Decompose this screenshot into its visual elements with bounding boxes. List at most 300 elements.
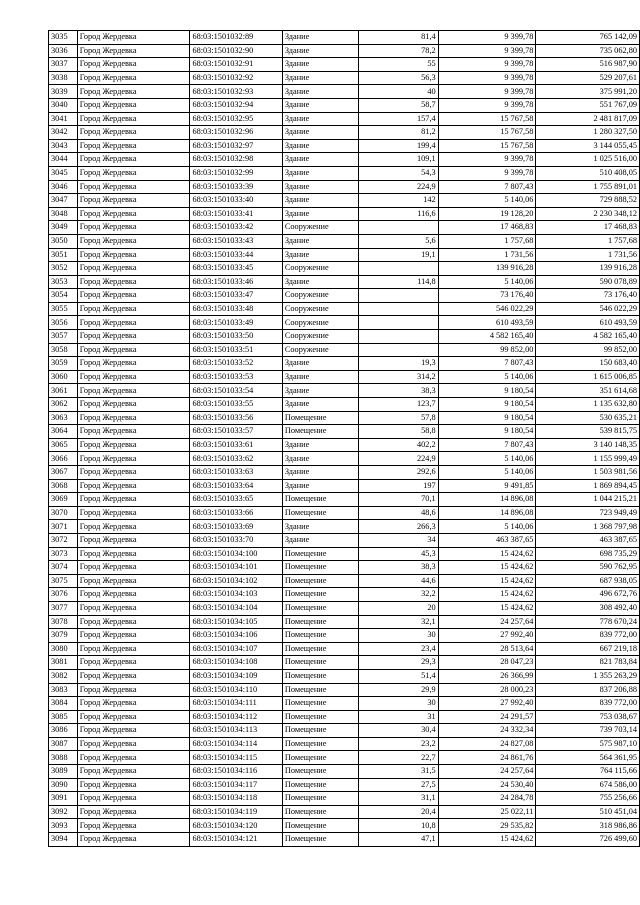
- cadastral-number-cell: 68:03:1501034:113: [190, 724, 282, 738]
- object-type-cell: Помещение: [282, 669, 358, 683]
- area-cell: 19,1: [359, 248, 439, 262]
- table-row: [49, 615, 640, 629]
- table-row: [49, 452, 640, 466]
- cadastral-value-cell: 99 852,00: [536, 343, 640, 357]
- object-type-cell: Здание: [282, 533, 358, 547]
- locality-cell: Город Жердевка: [77, 601, 190, 615]
- cadastral-value-cell: 1 755 891,01: [536, 180, 640, 194]
- unit-value-cell: 28 513,64: [438, 642, 536, 656]
- cadastral-value-cell: 1 280 327,50: [536, 126, 640, 140]
- locality-cell: Город Жердевка: [77, 615, 190, 629]
- cadastral-number-cell: 68:03:1501033:48: [190, 302, 282, 316]
- unit-value-cell: 139 916,28: [438, 262, 536, 276]
- locality-cell: Город Жердевка: [77, 357, 190, 371]
- cadastral-number-cell: 68:03:1501034:116: [190, 765, 282, 779]
- cadastral-number-cell: 68:03:1501034:105: [190, 615, 282, 629]
- cadastral-number-cell: 68:03:1501034:114: [190, 737, 282, 751]
- table-row: [49, 139, 640, 153]
- row-number-cell: 3070: [49, 506, 78, 520]
- table-row: [49, 289, 640, 303]
- row-number-cell: 3076: [49, 588, 78, 602]
- cadastral-number-cell: 68:03:1501032:97: [190, 139, 282, 153]
- cadastral-number-cell: 68:03:1501033:52: [190, 357, 282, 371]
- row-number-cell: 3050: [49, 234, 78, 248]
- cadastral-number-cell: 68:03:1501033:57: [190, 425, 282, 439]
- table-row: [49, 533, 640, 547]
- object-type-cell: Помещение: [282, 411, 358, 425]
- area-cell: 27,5: [359, 778, 439, 792]
- unit-value-cell: 9 180,54: [438, 398, 536, 412]
- row-number-cell: 3042: [49, 126, 78, 140]
- unit-value-cell: 1 757,68: [438, 234, 536, 248]
- locality-cell: Город Жердевка: [77, 561, 190, 575]
- object-type-cell: Сооружение: [282, 289, 358, 303]
- row-number-cell: 3053: [49, 275, 78, 289]
- unit-value-cell: 7 807,43: [438, 357, 536, 371]
- area-cell: 56,3: [359, 71, 439, 85]
- cadastral-value-cell: 539 815,75: [536, 425, 640, 439]
- cadastral-value-cell: 839 772,00: [536, 697, 640, 711]
- row-number-cell: 3043: [49, 139, 78, 153]
- unit-value-cell: 9 180,54: [438, 384, 536, 398]
- table-row: [49, 425, 640, 439]
- row-number-cell: 3078: [49, 615, 78, 629]
- cadastral-number-cell: 68:03:1501034:117: [190, 778, 282, 792]
- cadastral-number-cell: 68:03:1501032:92: [190, 71, 282, 85]
- table-row: [49, 588, 640, 602]
- locality-cell: Город Жердевка: [77, 792, 190, 806]
- area-cell: 44,6: [359, 574, 439, 588]
- locality-cell: Город Жердевка: [77, 139, 190, 153]
- row-number-cell: 3088: [49, 751, 78, 765]
- cadastral-value-cell: 308 492,40: [536, 601, 640, 615]
- area-cell: 197: [359, 479, 439, 493]
- locality-cell: Город Жердевка: [77, 520, 190, 534]
- area-cell: 58,7: [359, 98, 439, 112]
- unit-value-cell: 28 000,23: [438, 683, 536, 697]
- cadastral-value-cell: 3 140 148,35: [536, 438, 640, 452]
- object-type-cell: Здание: [282, 139, 358, 153]
- area-cell: 142: [359, 194, 439, 208]
- locality-cell: Город Жердевка: [77, 724, 190, 738]
- object-type-cell: Помещение: [282, 588, 358, 602]
- area-cell: 23,4: [359, 642, 439, 656]
- unit-value-cell: 99 852,00: [438, 343, 536, 357]
- unit-value-cell: 463 387,65: [438, 533, 536, 547]
- unit-value-cell: 9 491,85: [438, 479, 536, 493]
- table-row: [49, 656, 640, 670]
- table-row: [49, 31, 640, 45]
- row-number-cell: 3041: [49, 112, 78, 126]
- area-cell: 81,2: [359, 126, 439, 140]
- table-row: [49, 85, 640, 99]
- row-number-cell: 3063: [49, 411, 78, 425]
- cadastral-value-cell: 1 025 516,00: [536, 153, 640, 167]
- table-row: [49, 792, 640, 806]
- locality-cell: Город Жердевка: [77, 384, 190, 398]
- object-type-cell: Здание: [282, 452, 358, 466]
- locality-cell: Город Жердевка: [77, 153, 190, 167]
- cadastral-value-cell: 17 468,83: [536, 221, 640, 235]
- cadastral-value-cell: 1 044 215,21: [536, 493, 640, 507]
- locality-cell: Город Жердевка: [77, 629, 190, 643]
- area-cell: 22,7: [359, 751, 439, 765]
- locality-cell: Город Жердевка: [77, 833, 190, 847]
- cadastral-value-cell: 723 949,49: [536, 506, 640, 520]
- area-cell: 48,6: [359, 506, 439, 520]
- locality-cell: Город Жердевка: [77, 234, 190, 248]
- locality-cell: Город Жердевка: [77, 588, 190, 602]
- row-number-cell: 3062: [49, 398, 78, 412]
- row-number-cell: 3055: [49, 302, 78, 316]
- object-type-cell: Здание: [282, 398, 358, 412]
- area-cell: 38,3: [359, 384, 439, 398]
- locality-cell: Город Жердевка: [77, 805, 190, 819]
- unit-value-cell: 15 767,58: [438, 126, 536, 140]
- row-number-cell: 3059: [49, 357, 78, 371]
- area-cell: 30: [359, 629, 439, 643]
- row-number-cell: 3038: [49, 71, 78, 85]
- unit-value-cell: 9 399,78: [438, 166, 536, 180]
- object-type-cell: Помещение: [282, 601, 358, 615]
- locality-cell: Город Жердевка: [77, 493, 190, 507]
- row-number-cell: 3071: [49, 520, 78, 534]
- object-type-cell: Здание: [282, 384, 358, 398]
- unit-value-cell: 29 535,82: [438, 819, 536, 833]
- unit-value-cell: 27 992,40: [438, 629, 536, 643]
- cadastral-number-cell: 68:03:1501033:40: [190, 194, 282, 208]
- cadastral-value-cell: 2 481 817,09: [536, 112, 640, 126]
- area-cell: 31,1: [359, 792, 439, 806]
- area-cell: 109,1: [359, 153, 439, 167]
- row-number-cell: 3048: [49, 207, 78, 221]
- cadastral-number-cell: 68:03:1501034:104: [190, 601, 282, 615]
- cadastral-number-cell: 68:03:1501033:39: [190, 180, 282, 194]
- cadastral-number-cell: 68:03:1501033:64: [190, 479, 282, 493]
- row-number-cell: 3072: [49, 533, 78, 547]
- object-type-cell: Помещение: [282, 656, 358, 670]
- table-row: [49, 629, 640, 643]
- cadastral-value-cell: 755 256,66: [536, 792, 640, 806]
- row-number-cell: 3081: [49, 656, 78, 670]
- table-row: [49, 384, 640, 398]
- unit-value-cell: 24 827,08: [438, 737, 536, 751]
- area-cell: 32,1: [359, 615, 439, 629]
- table-row: [49, 438, 640, 452]
- locality-cell: Город Жердевка: [77, 71, 190, 85]
- table-row: [49, 561, 640, 575]
- cadastral-number-cell: 68:03:1501033:61: [190, 438, 282, 452]
- cadastral-number-cell: 68:03:1501032:96: [190, 126, 282, 140]
- row-number-cell: 3079: [49, 629, 78, 643]
- unit-value-cell: 1 731,56: [438, 248, 536, 262]
- locality-cell: Город Жердевка: [77, 669, 190, 683]
- object-type-cell: Здание: [282, 275, 358, 289]
- area-cell: [359, 302, 439, 316]
- cadastral-value-cell: 1 731,56: [536, 248, 640, 262]
- locality-cell: Город Жердевка: [77, 166, 190, 180]
- cadastral-number-cell: 68:03:1501034:102: [190, 574, 282, 588]
- row-number-cell: 3039: [49, 85, 78, 99]
- object-type-cell: Сооружение: [282, 221, 358, 235]
- object-type-cell: Здание: [282, 520, 358, 534]
- object-type-cell: Помещение: [282, 710, 358, 724]
- locality-cell: Город Жердевка: [77, 398, 190, 412]
- area-cell: 32,2: [359, 588, 439, 602]
- row-number-cell: 3082: [49, 669, 78, 683]
- area-cell: 55: [359, 58, 439, 72]
- object-type-cell: Здание: [282, 370, 358, 384]
- row-number-cell: 3093: [49, 819, 78, 833]
- unit-value-cell: 24 332,34: [438, 724, 536, 738]
- cadastral-value-cell: 575 987,10: [536, 737, 640, 751]
- cadastral-value-cell: 1 615 006,85: [536, 370, 640, 384]
- locality-cell: Город Жердевка: [77, 452, 190, 466]
- row-number-cell: 3080: [49, 642, 78, 656]
- object-type-cell: Помещение: [282, 629, 358, 643]
- table-body: [49, 31, 640, 847]
- cadastral-value-cell: 1 757,68: [536, 234, 640, 248]
- object-type-cell: Сооружение: [282, 316, 358, 330]
- table-row: [49, 58, 640, 72]
- cadastral-number-cell: 68:03:1501033:43: [190, 234, 282, 248]
- area-cell: 54,3: [359, 166, 439, 180]
- object-type-cell: Сооружение: [282, 302, 358, 316]
- table-row: [49, 724, 640, 738]
- row-number-cell: 3087: [49, 737, 78, 751]
- row-number-cell: 3061: [49, 384, 78, 398]
- cadastral-value-cell: 375 991,20: [536, 85, 640, 99]
- cadastral-value-cell: 821 783,84: [536, 656, 640, 670]
- row-number-cell: 3065: [49, 438, 78, 452]
- object-type-cell: Помещение: [282, 805, 358, 819]
- object-type-cell: Помещение: [282, 819, 358, 833]
- table-row: [49, 357, 640, 371]
- table-row: [49, 819, 640, 833]
- cadastral-number-cell: 68:03:1501033:44: [190, 248, 282, 262]
- object-type-cell: Здание: [282, 479, 358, 493]
- row-number-cell: 3066: [49, 452, 78, 466]
- unit-value-cell: 5 140,06: [438, 452, 536, 466]
- cadastral-value-cell: 837 206,88: [536, 683, 640, 697]
- unit-value-cell: 5 140,06: [438, 370, 536, 384]
- unit-value-cell: 9 399,78: [438, 153, 536, 167]
- row-number-cell: 3092: [49, 805, 78, 819]
- cadastral-number-cell: 68:03:1501033:66: [190, 506, 282, 520]
- unit-value-cell: 19 128,20: [438, 207, 536, 221]
- locality-cell: Город Жердевка: [77, 574, 190, 588]
- cadastral-number-cell: 68:03:1501034:121: [190, 833, 282, 847]
- cadastral-number-cell: 68:03:1501032:89: [190, 31, 282, 45]
- cadastral-number-cell: 68:03:1501032:91: [190, 58, 282, 72]
- cadastral-number-cell: 68:03:1501033:53: [190, 370, 282, 384]
- table-row: [49, 234, 640, 248]
- row-number-cell: 3037: [49, 58, 78, 72]
- unit-value-cell: 14 896,08: [438, 506, 536, 520]
- locality-cell: Город Жердевка: [77, 506, 190, 520]
- cadastral-value-cell: 778 670,24: [536, 615, 640, 629]
- table-row: [49, 574, 640, 588]
- object-type-cell: Помещение: [282, 792, 358, 806]
- cadastral-value-cell: 510 408,05: [536, 166, 640, 180]
- locality-cell: Город Жердевка: [77, 710, 190, 724]
- table-row: [49, 71, 640, 85]
- row-number-cell: 3077: [49, 601, 78, 615]
- cadastral-number-cell: 68:03:1501032:98: [190, 153, 282, 167]
- unit-value-cell: 17 468,83: [438, 221, 536, 235]
- row-number-cell: 3056: [49, 316, 78, 330]
- table-row: [49, 180, 640, 194]
- cadastral-value-cell: 765 142,09: [536, 31, 640, 45]
- table-row: [49, 737, 640, 751]
- locality-cell: Город Жердевка: [77, 221, 190, 235]
- unit-value-cell: 26 366,99: [438, 669, 536, 683]
- cadastral-number-cell: 68:03:1501033:45: [190, 262, 282, 276]
- locality-cell: Город Жердевка: [77, 44, 190, 58]
- cadastral-number-cell: 68:03:1501032:90: [190, 44, 282, 58]
- table-row: [49, 44, 640, 58]
- object-type-cell: Здание: [282, 180, 358, 194]
- cadastral-value-cell: 753 038,67: [536, 710, 640, 724]
- cadastral-value-cell: 551 767,09: [536, 98, 640, 112]
- locality-cell: Город Жердевка: [77, 31, 190, 45]
- unit-value-cell: 546 022,29: [438, 302, 536, 316]
- object-type-cell: Помещение: [282, 615, 358, 629]
- table-row: [49, 547, 640, 561]
- unit-value-cell: 9 399,78: [438, 98, 536, 112]
- object-type-cell: Помещение: [282, 561, 358, 575]
- object-type-cell: Помещение: [282, 574, 358, 588]
- table-row: [49, 262, 640, 276]
- row-number-cell: 3067: [49, 466, 78, 480]
- cadastral-number-cell: 68:03:1501033:70: [190, 533, 282, 547]
- row-number-cell: 3085: [49, 710, 78, 724]
- table-row: [49, 248, 640, 262]
- table-row: [49, 370, 640, 384]
- object-type-cell: Здание: [282, 31, 358, 45]
- locality-cell: Город Жердевка: [77, 765, 190, 779]
- locality-cell: Город Жердевка: [77, 466, 190, 480]
- table-row: [49, 330, 640, 344]
- object-type-cell: Здание: [282, 98, 358, 112]
- table-row: [49, 778, 640, 792]
- row-number-cell: 3075: [49, 574, 78, 588]
- cadastral-value-cell: 351 614,68: [536, 384, 640, 398]
- area-cell: 51,4: [359, 669, 439, 683]
- cadastral-value-cell: 729 888,52: [536, 194, 640, 208]
- table-row: [49, 166, 640, 180]
- locality-cell: Город Жердевка: [77, 697, 190, 711]
- row-number-cell: 3051: [49, 248, 78, 262]
- area-cell: 30,4: [359, 724, 439, 738]
- locality-cell: Город Жердевка: [77, 58, 190, 72]
- object-type-cell: Здание: [282, 44, 358, 58]
- cadastral-value-cell: 516 987,90: [536, 58, 640, 72]
- locality-cell: Город Жердевка: [77, 330, 190, 344]
- cadastral-number-cell: 68:03:1501034:106: [190, 629, 282, 643]
- cadastral-number-cell: 68:03:1501034:110: [190, 683, 282, 697]
- area-cell: 23,2: [359, 737, 439, 751]
- locality-cell: Город Жердевка: [77, 737, 190, 751]
- unit-value-cell: 24 291,57: [438, 710, 536, 724]
- area-cell: 38,3: [359, 561, 439, 575]
- object-type-cell: Помещение: [282, 697, 358, 711]
- cadastral-value-cell: 529 207,61: [536, 71, 640, 85]
- cadastral-value-cell: 564 361,95: [536, 751, 640, 765]
- cadastral-number-cell: 68:03:1501032:95: [190, 112, 282, 126]
- locality-cell: Город Жердевка: [77, 207, 190, 221]
- area-cell: 266,3: [359, 520, 439, 534]
- row-number-cell: 3036: [49, 44, 78, 58]
- area-cell: 224,9: [359, 180, 439, 194]
- object-type-cell: Здание: [282, 126, 358, 140]
- area-cell: 31,5: [359, 765, 439, 779]
- locality-cell: Город Жердевка: [77, 656, 190, 670]
- row-number-cell: 3069: [49, 493, 78, 507]
- table-row: [49, 642, 640, 656]
- unit-value-cell: 5 140,06: [438, 275, 536, 289]
- cadastral-value-cell: 1 869 894,45: [536, 479, 640, 493]
- unit-value-cell: 15 424,62: [438, 833, 536, 847]
- cadastral-value-cell: 1 355 263,29: [536, 669, 640, 683]
- area-cell: [359, 330, 439, 344]
- object-type-cell: Здание: [282, 85, 358, 99]
- area-cell: 5,6: [359, 234, 439, 248]
- row-number-cell: 3052: [49, 262, 78, 276]
- cadastral-value-cell: 510 451,04: [536, 805, 640, 819]
- locality-cell: Город Жердевка: [77, 98, 190, 112]
- locality-cell: Город Жердевка: [77, 819, 190, 833]
- cadastral-number-cell: 68:03:1501034:103: [190, 588, 282, 602]
- area-cell: 29,3: [359, 656, 439, 670]
- locality-cell: Город Жердевка: [77, 180, 190, 194]
- unit-value-cell: 7 807,43: [438, 438, 536, 452]
- table-row: [49, 126, 640, 140]
- unit-value-cell: 9 399,78: [438, 44, 536, 58]
- unit-value-cell: 15 424,62: [438, 561, 536, 575]
- unit-value-cell: 15 424,62: [438, 588, 536, 602]
- unit-value-cell: 28 047,23: [438, 656, 536, 670]
- object-type-cell: Сооружение: [282, 343, 358, 357]
- object-type-cell: Помещение: [282, 778, 358, 792]
- table-row: [49, 398, 640, 412]
- object-type-cell: Здание: [282, 166, 358, 180]
- unit-value-cell: 15 767,58: [438, 112, 536, 126]
- locality-cell: Город Жердевка: [77, 248, 190, 262]
- cadastral-number-cell: 68:03:1501033:49: [190, 316, 282, 330]
- area-cell: [359, 262, 439, 276]
- object-type-cell: Помещение: [282, 751, 358, 765]
- row-number-cell: 3046: [49, 180, 78, 194]
- table-row: [49, 506, 640, 520]
- row-number-cell: 3094: [49, 833, 78, 847]
- cadastral-number-cell: 68:03:1501034:112: [190, 710, 282, 724]
- cadastral-value-cell: 496 672,76: [536, 588, 640, 602]
- object-type-cell: Здание: [282, 207, 358, 221]
- row-number-cell: 3090: [49, 778, 78, 792]
- cadastral-value-cell: 687 938,05: [536, 574, 640, 588]
- object-type-cell: Здание: [282, 112, 358, 126]
- area-cell: 34: [359, 533, 439, 547]
- cadastral-value-cell: 1 503 981,56: [536, 466, 640, 480]
- object-type-cell: Помещение: [282, 833, 358, 847]
- unit-value-cell: 9 180,54: [438, 411, 536, 425]
- locality-cell: Город Жердевка: [77, 425, 190, 439]
- object-type-cell: Сооружение: [282, 262, 358, 276]
- table-row: [49, 466, 640, 480]
- row-number-cell: 3040: [49, 98, 78, 112]
- locality-cell: Город Жердевка: [77, 194, 190, 208]
